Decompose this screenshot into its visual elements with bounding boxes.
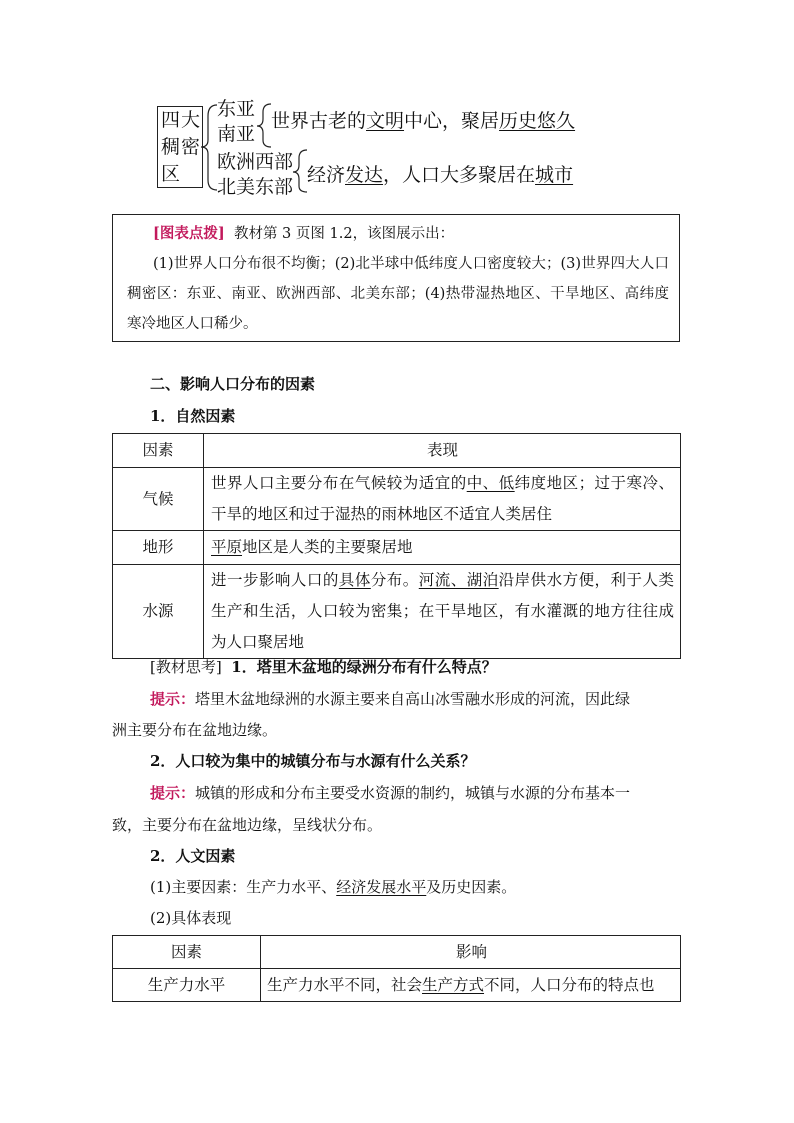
think-tag: [教材思考]	[150, 658, 222, 676]
factor-cell: 气候	[113, 468, 204, 531]
effect-cell: 进一步影响人口的具体分布。河流、湖泊沿岸供水方便，利于人类生产和生活，人口较为密集；在干旱地区，有水灌溉的地方往往成为人口聚居地	[204, 565, 681, 659]
effect-cell: 世界人口主要分布在气候较为适宜的中、低纬度地区；过于寒冷、干旱的地区和过于湿热的雨林地区不适宜人类居住	[204, 468, 681, 531]
hint-2-line-2: 致，主要分布在盆地边缘，呈线状分布。	[112, 816, 383, 834]
natural-factors-heading: 1．自然因素	[150, 407, 236, 425]
human-factors-heading: 2．人文因素	[150, 847, 236, 865]
effect-cell: 平原地区是人类的主要聚居地	[204, 531, 681, 565]
human-factors-table	[112, 935, 681, 1002]
table-header-row	[113, 434, 681, 468]
note-tag: [图表点拨]	[153, 225, 225, 242]
group2-description: 经济发达，人口大多聚居在城市	[307, 164, 574, 186]
hint-label: 提示：	[150, 690, 196, 708]
think-question-1: [教材思考] 1．塔里木盆地的绿洲分布有什么特点？	[150, 658, 497, 676]
region-south-asia: 南亚	[217, 123, 256, 145]
effect-cell: 生产力水平不同，社会生产方式不同，人口分布的特点也	[261, 969, 681, 1002]
table-header-row	[113, 936, 681, 969]
table-header-cell: 影响	[261, 936, 681, 969]
table-header-cell: 因素	[113, 936, 261, 969]
figure-note-box	[112, 214, 680, 342]
section-heading: 二、影响人口分布的因素	[150, 375, 316, 393]
factor-cell: 地形	[113, 531, 204, 565]
hint-1-line-1: 提示：塔里木盆地绿洲的水源主要来自高山冰雪融水形成的河流，因此绿	[150, 690, 631, 708]
table-header-cell: 表现	[204, 434, 681, 468]
hint-label: 提示：	[150, 784, 196, 802]
box-label-line: 区	[161, 163, 182, 185]
table-row	[113, 468, 681, 531]
region-west-europe: 欧洲西部	[217, 151, 294, 173]
table-row	[113, 531, 681, 565]
main-factors-line: (1)主要因素：生产力水平、经济发展水平及历史因素。	[150, 878, 517, 896]
factor-cell: 生产力水平	[113, 969, 261, 1002]
dense-regions-diagram	[155, 98, 585, 198]
note-body: (1)世界人口分布很不均衡；(2)北半球中低纬度人口密度较大；(3)世界四大人口稠密区：东亚、南亚、欧洲西部、北美东部；(4)热带湿热地区、干旱地区、高纬度寒冷地区人口稀少。	[127, 256, 669, 332]
note-lead: 教材第 3 页图 1.2，该图展示出：	[233, 226, 455, 242]
box-label-line: 四大	[161, 109, 202, 131]
hint-2-line-1: 提示：城镇的形成和分布主要受水资源的制约，城镇与水源的分布基本一	[150, 784, 631, 802]
region-east-asia: 东亚	[217, 98, 256, 120]
table-row	[113, 565, 681, 659]
hint-1-line-2: 洲主要分布在盆地边缘。	[112, 721, 278, 739]
think-question-2: 2．人口较为集中的城镇分布与水源有什么关系？	[150, 752, 476, 770]
box-label-line: 稠密	[161, 136, 202, 158]
table-row	[113, 969, 681, 1002]
factor-cell: 水源	[113, 565, 204, 659]
natural-factors-table	[112, 433, 681, 659]
group1-description: 世界古老的文明中心，聚居历史悠久	[271, 110, 576, 132]
region-east-north-america: 北美东部	[217, 176, 294, 198]
note-first-line	[127, 219, 669, 249]
specific-effects-line: (2)具体表现	[150, 909, 232, 927]
table-header-cell: 因素	[113, 434, 204, 468]
